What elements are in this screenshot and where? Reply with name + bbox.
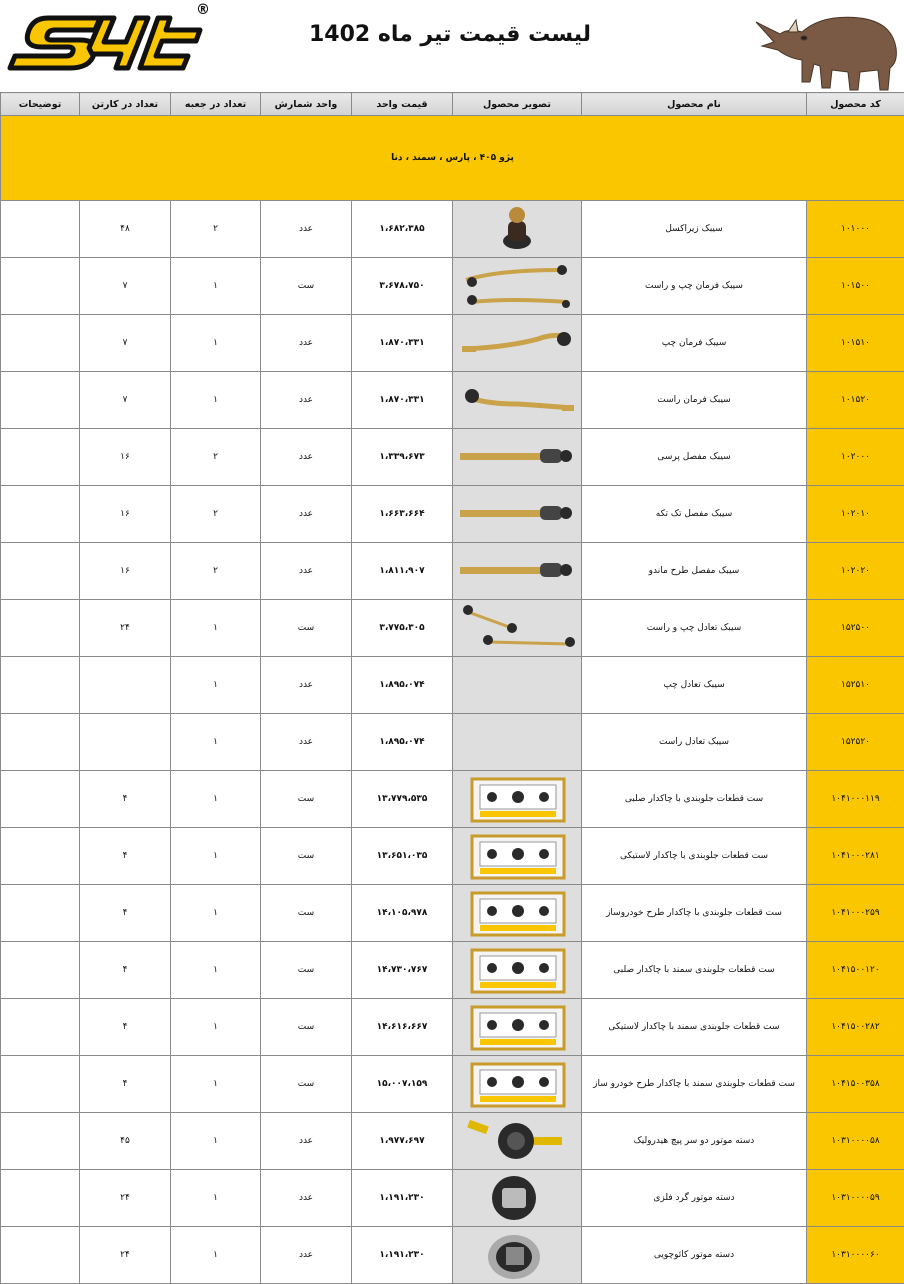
ball-joint-image (458, 203, 576, 255)
qty-per-box: ۱ (171, 999, 261, 1056)
product-code: ۱۰۲۰۰۰ (807, 429, 904, 486)
qty-per-box: ۲ (171, 486, 261, 543)
table-row (1, 486, 904, 543)
product-name: ست قطعات جلوبندی سمند با چاکدار طرح خودرو ساز (582, 1056, 807, 1113)
notes-cell (1, 201, 80, 258)
table-row (1, 372, 904, 429)
qty-per-box: ۲ (171, 429, 261, 486)
count-unit: ست (261, 828, 352, 885)
unit-price: ۱،۱۹۱،۲۳۰ (352, 1227, 453, 1284)
qty-per-carton: ۱۶ (80, 486, 171, 543)
unit-price: ۱،۸۷۰،۳۳۱ (352, 372, 453, 429)
parts-box-image (458, 1058, 576, 1110)
count-unit: عدد (261, 372, 352, 429)
product-image (453, 942, 582, 999)
notes-cell (1, 999, 80, 1056)
qty-per-carton (80, 657, 171, 714)
product-code: ۱۰۱۵۰۰ (807, 258, 904, 315)
count-unit: ست (261, 999, 352, 1056)
product-name: ست قطعات جلوبندی با چاکدار صلبی (582, 771, 807, 828)
product-name: سیبک مفصل تک تکه (582, 486, 807, 543)
notes-cell (1, 1056, 80, 1113)
qty-per-box: ۱ (171, 714, 261, 771)
notes-cell (1, 543, 80, 600)
parts-box-image (458, 887, 576, 939)
col-header-per-box: تعداد در جعبه (171, 93, 261, 116)
qty-per-carton: ۲۴ (80, 600, 171, 657)
product-code: ۱۰۴۱۰۰۰۲۸۱ (807, 828, 904, 885)
product-name: ست قطعات جلوبندی با چاکدار لاستیکی (582, 828, 807, 885)
engine-mount-rubber-image (458, 1229, 576, 1281)
unit-price: ۱۳،۷۷۹،۵۳۵ (352, 771, 453, 828)
unit-price: ۱،۶۶۳،۶۶۴ (352, 486, 453, 543)
qty-per-box: ۱ (171, 372, 261, 429)
table-row (1, 1227, 904, 1284)
qty-per-box: ۲ (171, 201, 261, 258)
notes-cell (1, 714, 80, 771)
notes-cell (1, 771, 80, 828)
product-code: ۱۰۴۱۵۰۰۲۸۲ (807, 999, 904, 1056)
qty-per-box: ۱ (171, 1056, 261, 1113)
qty-per-carton: ۷ (80, 258, 171, 315)
table-row (1, 315, 904, 372)
col-header-image: تصویر محصول (453, 93, 582, 116)
product-code: ۱۰۴۱۰۰۰۱۱۹ (807, 771, 904, 828)
notes-cell (1, 942, 80, 999)
notes-cell (1, 600, 80, 657)
qty-per-box: ۱ (171, 1227, 261, 1284)
product-name: سیبک تعادل راست (582, 714, 807, 771)
table-row (1, 828, 904, 885)
table-row (1, 600, 904, 657)
product-name: دسته موتور کائوچویی (582, 1227, 807, 1284)
col-header-name: نام محصول (582, 93, 807, 116)
product-name: ست قطعات جلوبندی با چاکدار طرح خودروساز (582, 885, 807, 942)
product-image (453, 771, 582, 828)
qty-per-carton: ۴۸ (80, 201, 171, 258)
product-image (453, 372, 582, 429)
product-name: دسته موتور گرد فلزی (582, 1170, 807, 1227)
col-header-unit: واحد شمارش (261, 93, 352, 116)
count-unit: عدد (261, 543, 352, 600)
qty-per-box: ۱ (171, 600, 261, 657)
notes-cell (1, 1170, 80, 1227)
count-unit: عدد (261, 657, 352, 714)
product-name: سیبک زیراکسل (582, 201, 807, 258)
table-row (1, 1056, 904, 1113)
table-header-row (1, 93, 904, 116)
unit-price: ۱،۹۷۷،۶۹۷ (352, 1113, 453, 1170)
col-header-price: قیمت واحد (352, 93, 453, 116)
unit-price: ۱،۸۹۵،۰۷۴ (352, 714, 453, 771)
table-row (1, 258, 904, 315)
qty-per-box: ۱ (171, 1170, 261, 1227)
parts-box-image (458, 830, 576, 882)
product-image (453, 543, 582, 600)
product-code: ۱۰۴۱۰۰۰۲۵۹ (807, 885, 904, 942)
unit-price: ۱،۸۷۰،۳۳۱ (352, 315, 453, 372)
notes-cell (1, 1227, 80, 1284)
product-name: سیبک تعادل چپ (582, 657, 807, 714)
unit-price: ۱۳،۶۵۱،۰۳۵ (352, 828, 453, 885)
unit-price: ۱۴،۷۳۰،۷۶۷ (352, 942, 453, 999)
qty-per-carton: ۴ (80, 885, 171, 942)
qty-per-carton: ۴ (80, 771, 171, 828)
page-title: لیست قیمت تیر ماه 1402 (300, 22, 600, 47)
qty-per-box: ۱ (171, 315, 261, 372)
unit-price: ۳،۶۷۸،۷۵۰ (352, 258, 453, 315)
count-unit: عدد (261, 315, 352, 372)
qty-per-box: ۱ (171, 885, 261, 942)
inner-rod-image (458, 488, 576, 540)
table-row (1, 999, 904, 1056)
tie-rod-pair-image (458, 260, 576, 312)
table-row (1, 657, 904, 714)
notes-cell (1, 372, 80, 429)
price-list-table (0, 92, 904, 1284)
table-row (1, 1113, 904, 1170)
qty-per-carton: ۴ (80, 1056, 171, 1113)
qty-per-carton: ۴ (80, 828, 171, 885)
qty-per-box: ۱ (171, 771, 261, 828)
product-name: سیبک تعادل چپ و راست (582, 600, 807, 657)
unit-price: ۱۵،۰۰۷،۱۵۹ (352, 1056, 453, 1113)
product-code: ۱۵۲۵۲۰ (807, 714, 904, 771)
qty-per-carton (80, 714, 171, 771)
qty-per-box: ۲ (171, 543, 261, 600)
product-code: ۱۰۱۰۰۰ (807, 201, 904, 258)
product-code: ۱۰۴۱۵۰۰۱۲۰ (807, 942, 904, 999)
table-row (1, 543, 904, 600)
notes-cell (1, 258, 80, 315)
engine-mount-round-image (458, 1172, 576, 1224)
product-code: ۱۰۳۱۰۰۰۰۵۹ (807, 1170, 904, 1227)
product-code: ۱۰۳۱۰۰۰۰۵۸ (807, 1113, 904, 1170)
inner-rod-image (458, 545, 576, 597)
qty-per-box: ۱ (171, 1113, 261, 1170)
product-image (453, 429, 582, 486)
count-unit: ست (261, 600, 352, 657)
count-unit: ست (261, 942, 352, 999)
qty-per-box: ۱ (171, 942, 261, 999)
tie-rod-right-image (458, 374, 576, 426)
inner-rod-image (458, 431, 576, 483)
count-unit: ست (261, 258, 352, 315)
count-unit: عدد (261, 714, 352, 771)
qty-per-carton: ۴۵ (80, 1113, 171, 1170)
col-header-code: کد محصول (807, 93, 904, 116)
table-row (1, 1170, 904, 1227)
qty-per-carton: ۷ (80, 315, 171, 372)
qty-per-carton: ۱۶ (80, 429, 171, 486)
notes-cell (1, 828, 80, 885)
product-code: ۱۰۳۱۰۰۰۰۶۰ (807, 1227, 904, 1284)
table-row (1, 201, 904, 258)
qty-per-carton: ۲۴ (80, 1170, 171, 1227)
unit-price: ۱،۱۹۱،۲۳۰ (352, 1170, 453, 1227)
product-name: ست قطعات جلوبندی سمند با چاکدار لاستیکی (582, 999, 807, 1056)
product-name: سیبک مفصل پرسی (582, 429, 807, 486)
count-unit: عدد (261, 201, 352, 258)
count-unit: عدد (261, 486, 352, 543)
product-name: ست قطعات جلوبندی سمند با چاکدار صلبی (582, 942, 807, 999)
notes-cell (1, 1113, 80, 1170)
product-code: ۱۰۱۵۱۰ (807, 315, 904, 372)
qty-per-box: ۱ (171, 828, 261, 885)
product-image (453, 885, 582, 942)
product-image (453, 999, 582, 1056)
qty-per-carton: ۴ (80, 999, 171, 1056)
product-code: ۱۰۲۰۱۰ (807, 486, 904, 543)
product-code: ۱۰۴۱۵۰۰۳۵۸ (807, 1056, 904, 1113)
notes-cell (1, 315, 80, 372)
product-name: دسته موتور دو سر پیچ هیدرولیک (582, 1113, 807, 1170)
product-image (453, 1113, 582, 1170)
notes-cell (1, 429, 80, 486)
unit-price: ۱۴،۶۱۶،۶۶۷ (352, 999, 453, 1056)
count-unit: عدد (261, 1227, 352, 1284)
qty-per-carton: ۲۴ (80, 1227, 171, 1284)
product-image (453, 1227, 582, 1284)
registered-mark: ® (196, 2, 210, 18)
unit-price: ۱،۸۹۵،۰۷۴ (352, 657, 453, 714)
brand-logo (0, 8, 210, 78)
product-code: ۱۵۲۵۱۰ (807, 657, 904, 714)
parts-box-image (458, 944, 576, 996)
section-header-row (1, 116, 904, 201)
engine-mount-hydraulic-image (458, 1115, 576, 1167)
tie-rod-left-image (458, 317, 576, 369)
count-unit: عدد (261, 1170, 352, 1227)
count-unit: عدد (261, 1113, 352, 1170)
qty-per-carton: ۱۶ (80, 543, 171, 600)
product-image (453, 1170, 582, 1227)
product-image (453, 315, 582, 372)
unit-price: ۱،۳۳۹،۶۷۳ (352, 429, 453, 486)
parts-box-image (458, 1001, 576, 1053)
page-header (0, 0, 904, 92)
product-name: سیبک فرمان چپ و راست (582, 258, 807, 315)
product-image (453, 258, 582, 315)
unit-price: ۱،۸۱۱،۹۰۷ (352, 543, 453, 600)
product-name: سیبک فرمان راست (582, 372, 807, 429)
parts-box-image (458, 773, 576, 825)
qty-per-box: ۱ (171, 258, 261, 315)
qty-per-carton: ۷ (80, 372, 171, 429)
product-name: سیبک مفصل طرح ماندو (582, 543, 807, 600)
product-code: ۱۰۱۵۲۰ (807, 372, 904, 429)
table-row (1, 714, 904, 771)
qty-per-carton: ۴ (80, 942, 171, 999)
count-unit: عدد (261, 429, 352, 486)
notes-cell (1, 657, 80, 714)
product-image (453, 1056, 582, 1113)
col-header-notes: توضیحات (1, 93, 80, 116)
notes-cell (1, 486, 80, 543)
product-code: ۱۵۲۵۰۰ (807, 600, 904, 657)
rhino-icon (752, 2, 902, 92)
unit-price: ۱،۶۸۲،۳۸۵ (352, 201, 453, 258)
table-row (1, 429, 904, 486)
product-image (453, 486, 582, 543)
product-image (453, 600, 582, 657)
product-image (453, 714, 582, 771)
notes-cell (1, 885, 80, 942)
table-row (1, 942, 904, 999)
product-image (453, 201, 582, 258)
col-header-per-carton: تعداد در کارتن (80, 93, 171, 116)
unit-price: ۳،۷۷۵،۳۰۵ (352, 600, 453, 657)
count-unit: ست (261, 885, 352, 942)
section-title: پژو ۴۰۵ ، پارس ، سمند ، دنا (1, 116, 904, 201)
table-row (1, 771, 904, 828)
product-image (453, 657, 582, 714)
qty-per-box: ۱ (171, 657, 261, 714)
count-unit: ست (261, 1056, 352, 1113)
count-unit: ست (261, 771, 352, 828)
table-row (1, 885, 904, 942)
product-image (453, 828, 582, 885)
product-name: سیبک فرمان چپ (582, 315, 807, 372)
stabilizer-link-image (458, 602, 576, 654)
unit-price: ۱۴،۱۰۵،۹۷۸ (352, 885, 453, 942)
product-code: ۱۰۲۰۲۰ (807, 543, 904, 600)
